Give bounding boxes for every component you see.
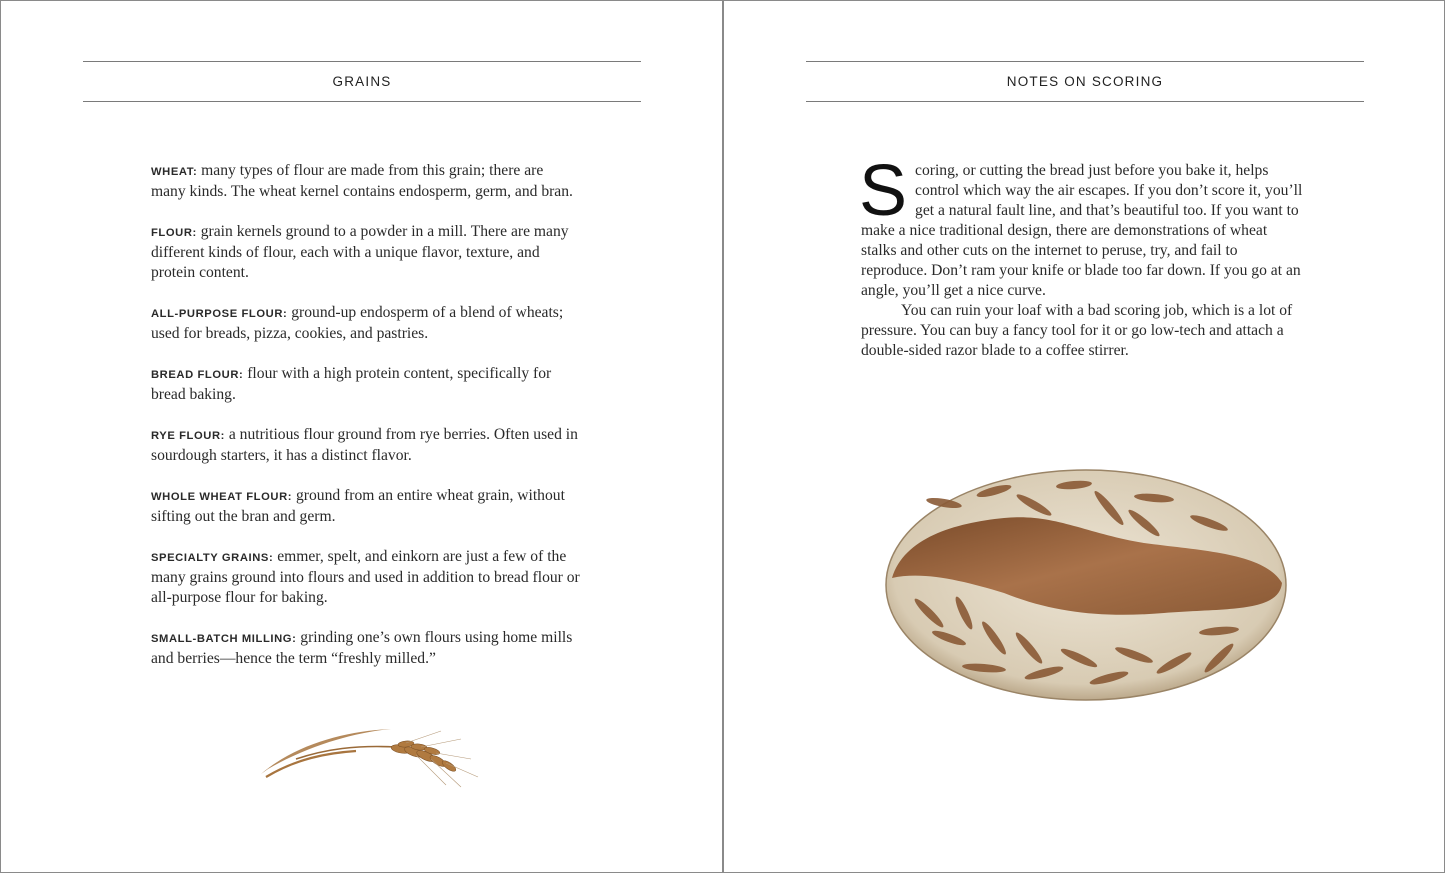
glossary-definition: grinding one’s own flours using home mills and berries—hence the term “freshly milled.” — [151, 629, 573, 667]
scoring-essay — [859, 151, 1303, 361]
drop-cap: S — [859, 151, 908, 231]
glossary-entry — [151, 486, 581, 527]
essay-paragraph: You can ruin your loaf with a bad scoring job, which is a lot of pressure. You can buy a fancy tool for it or go low-tech and attach a double-sided razor blade to a coffee stirrer. — [861, 302, 1293, 359]
left-page — [1, 1, 722, 873]
glossary-list — [151, 161, 581, 689]
running-head-title: NOTES ON SCORING — [1006, 74, 1164, 89]
glossary-term: BREAD FLOUR: — [151, 369, 244, 381]
running-head-left — [83, 61, 641, 102]
glossary-term: SMALL-BATCH MILLING: — [151, 633, 297, 645]
glossary-definition: a nutritious flour ground from rye berries. Often used in sourdough starters, it has a distinct flavor. — [151, 426, 578, 464]
glossary-entry — [151, 425, 581, 466]
scored-bread-loaf-illustration — [884, 463, 1289, 703]
glossary-definition: ground-up endosperm of a blend of wheats; used for breads, pizza, cookies, and pastries. — [151, 304, 564, 342]
right-page — [724, 1, 1445, 873]
glossary-definition: ground from an entire wheat grain, without sifting out the bran and germ. — [151, 487, 565, 525]
glossary-definition: grain kernels ground to a powder in a mill. There are many different kinds of flour, each with a unique flavor, texture, and protein content. — [151, 223, 569, 281]
glossary-entry — [151, 364, 581, 405]
glossary-entry — [151, 161, 581, 202]
glossary-entry — [151, 628, 581, 669]
glossary-definition: flour with a high protein content, specifically for bread baking. — [151, 365, 552, 403]
running-head-title: GRAINS — [332, 74, 392, 89]
glossary-term: FLOUR: — [151, 227, 197, 239]
glossary-definition: many types of flour are made from this grain; there are many kinds. The wheat kernel contains endosperm, germ, and bran. — [151, 162, 573, 200]
glossary-term: SPECIALTY GRAINS: — [151, 552, 274, 564]
glossary-term: ALL-PURPOSE FLOUR: — [151, 308, 288, 320]
glossary-entry — [151, 303, 581, 344]
running-head-right — [806, 61, 1364, 102]
glossary-term: WHOLE WHEAT FLOUR: — [151, 491, 293, 503]
wheat-stalk-illustration — [256, 719, 486, 794]
glossary-term: WHEAT: — [151, 166, 198, 178]
glossary-entry — [151, 222, 581, 283]
glossary-definition: emmer, spelt, and einkorn are just a few of the many grains ground into flours and used in addition to bread flour or all-purpose flour for baking. — [151, 548, 580, 606]
paragraph-text: coring, or cutting the bread just before you bake it, helps control which way the air escapes. If you don’t score it, you’ll get a natural fault line, and that’s beautiful too. If you want to make a nice traditional design, there are demonstrations of wheat stalks and other cuts on the internet to peruse, try, and fail to reproduce. Don’t ram your knife or blade too far down. If you go at an angle, you’ll get a nice curve. — [861, 162, 1303, 299]
glossary-term: RYE FLOUR: — [151, 430, 225, 442]
glossary-entry — [151, 547, 581, 608]
essay-paragraph — [859, 151, 1303, 301]
